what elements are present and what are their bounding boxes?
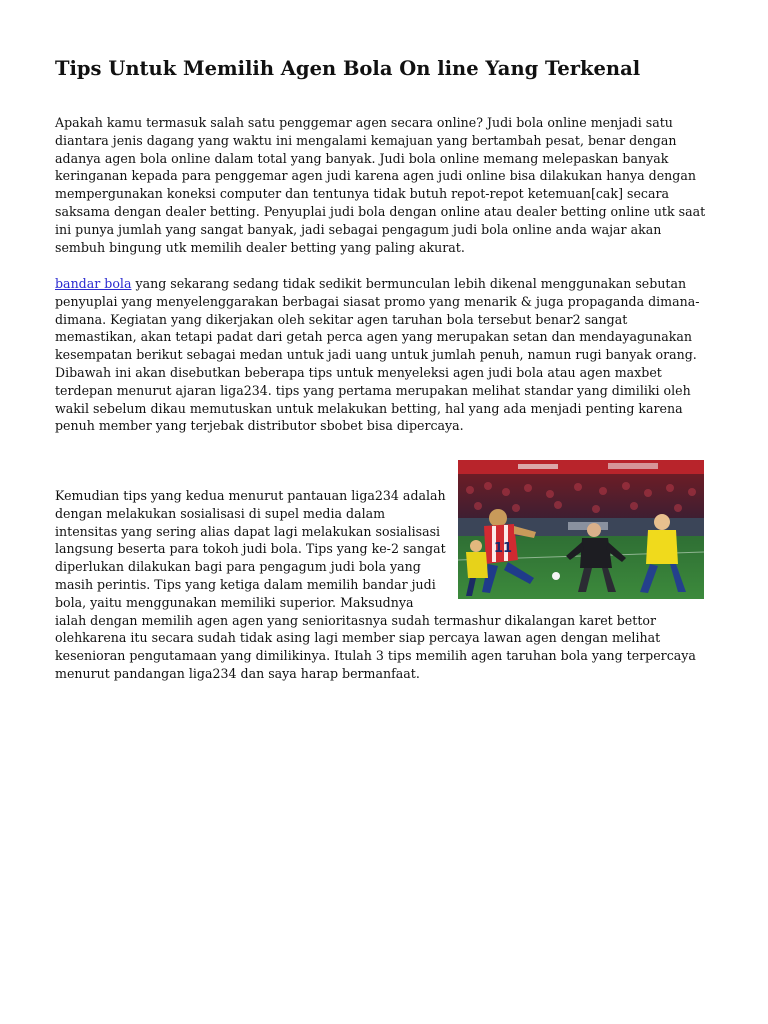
shirt-number: 11 [494, 541, 513, 556]
football-match-photo [458, 460, 704, 599]
article-title: Tips Untuk Memilih Agen Bola On line Yang Terkenal [55, 57, 641, 80]
bandar-bola-link[interactable]: bandar bola [55, 276, 132, 291]
paragraph-tips-text: Kemudian tips yang kedua menurut pantauan liga234 adalah dengan melakukan sosialisasi di supel media dalam intensitas yang sering alias dapat lagi melakukan sosialisasi langsung beserta para tokoh judi bola. Tips yang ke-2 sangat diperlukan dilakukan bagi para pengagum judi bola yang masih perintis. Tips yang ketiga dalam memilih bandar judi bola, yaitu menggunakan memiliki superior. Maksudnya ialah dengan memilih agen agen yang senioritasnya sudah termashur dikalangan karet bettor olehkarena itu secara sudah tidak asing lagi member siap percaya lawan agen dengan melihat kesenioran pengutamaan yang dimilikinya. Itulah 3 tips memilih agen taruhan bola yang terpercaya menurut pandangan liga234 dan saya harap bermanfaat. [55, 488, 696, 681]
paragraph-bandar [55, 275, 710, 435]
paragraph-intro: Apakah kamu termasuk salah satu penggemar agen secara online? Judi bola online menjadi satu diantara jenis dagang yang waktu ini mengalami kemajuan yang bertambah pesat, benar dengan adanya agen bola online dalam total yang banyak. Judi bola online memang melepaskan banyak keringanan kepada para penggemar agen judi karena agen judi online bisa dilakukan hanya dengan mempergunakan koneksi computer dan tentunya tidak butuh repot-repot ketemuan[cak] secara saksama dengan dealer betting. Penyuplai judi bola dengan online atau dealer betting online utk saat ini punya jumlah yang sangat banyak, jadi sebagai pengagum judi bola online anda wajar akan sembuh bingung utk memilih dealer betting yang paling akurat. [55, 115, 706, 255]
paragraph-bandar-text: yang sekarang sedang tidak sedikit bermunculan lebih dikenal menggunakan sebutan penyuplai yang menyelenggarakan berbagai siasat promo yang menarik & juga propaganda dimana-dimana. Kegiatan yang dikerjakan oleh sekitar agen taruhan bola tersebut benar2 sangat memastikan, akan tetapi padat dari getah perca agen yang merupakan setan dan mendayagunakan kesempatan berikut sebagai medan untuk jadi uang untuk jumlah penuh, namun rugi banyak orang. Dibawah ini akan disebutkan beberapa tips untuk menyeleksi agen judi bola atau agen maxbet terdepan menurut ajaran liga234. tips yang pertama merupakan melihat standar yang dimiliki oleh wakil sebelum dikau memutuskan untuk melakukan betting, hal yang ada menjadi penting karena penuh member yang terjebak distributor sbobet bisa dipercaya. [55, 276, 700, 434]
paragraph-tips-section [55, 487, 710, 683]
